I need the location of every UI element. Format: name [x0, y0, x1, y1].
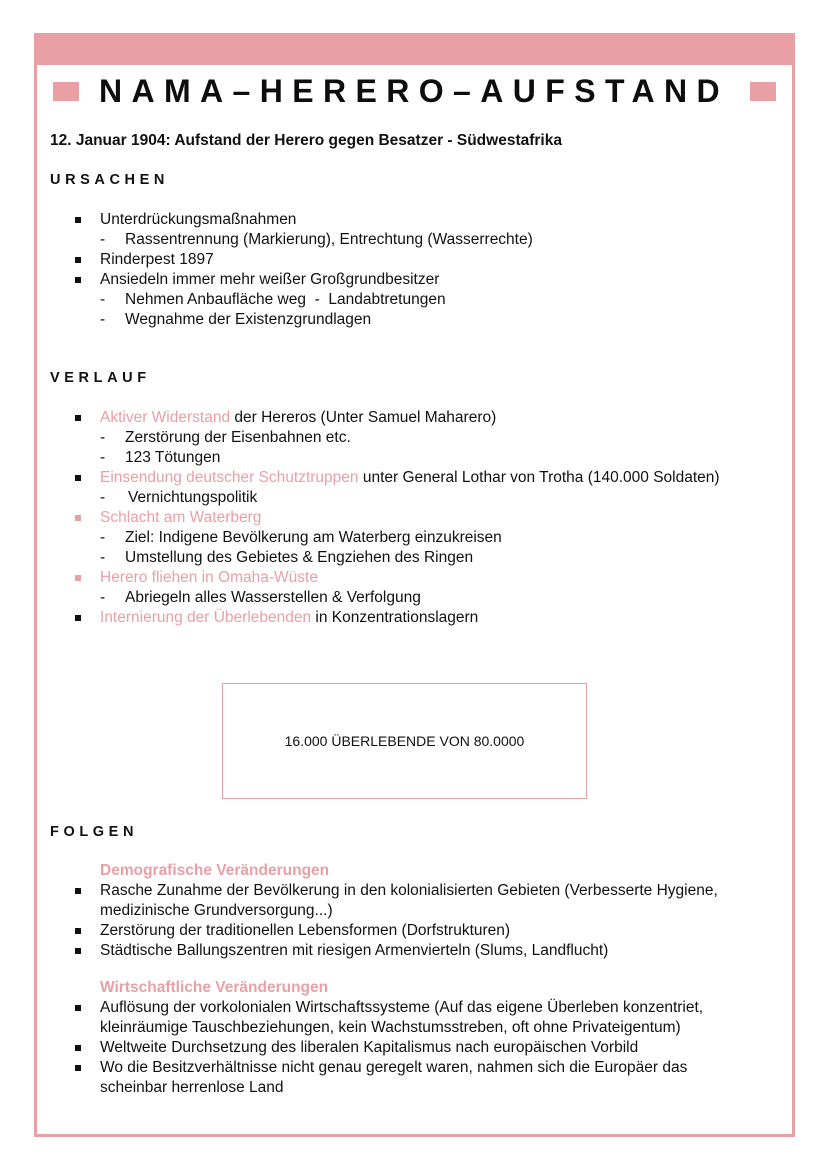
- subheading-wirtschaftlich: Wirtschaftliche Veränderungen: [100, 979, 329, 996]
- survivors-text: 16.000 ÜBERLEBENDE VON 80.0000: [284, 733, 525, 749]
- subtitle: 12. Januar 1904: Aufstand der Herero gegen Besatzer - Südwestafrika: [50, 132, 562, 149]
- header-bar: [34, 33, 795, 65]
- heading-folgen: FOLGEN: [50, 824, 139, 840]
- list-item-continuation: medizinische Grundversorgung...): [100, 902, 333, 919]
- page-title: NAMA–HERERO–AUFSTAND: [98, 73, 730, 109]
- list-item-continuation: kleinräumige Tauschbeziehungen, kein Wachstumsstreben, oft ohne Privateigentum): [100, 1019, 681, 1036]
- title-square-left-icon: [53, 82, 79, 101]
- survivors-box: [222, 683, 587, 799]
- heading-ursachen: URSACHEN: [50, 172, 169, 188]
- subheading-demografisch: Demografische Veränderungen: [100, 862, 330, 879]
- title-row: [50, 74, 778, 108]
- list-item-continuation: scheinbar herrenlose Land: [100, 1079, 284, 1096]
- title-square-right-icon: [750, 82, 776, 101]
- heading-verlauf: VERLAUF: [50, 370, 151, 386]
